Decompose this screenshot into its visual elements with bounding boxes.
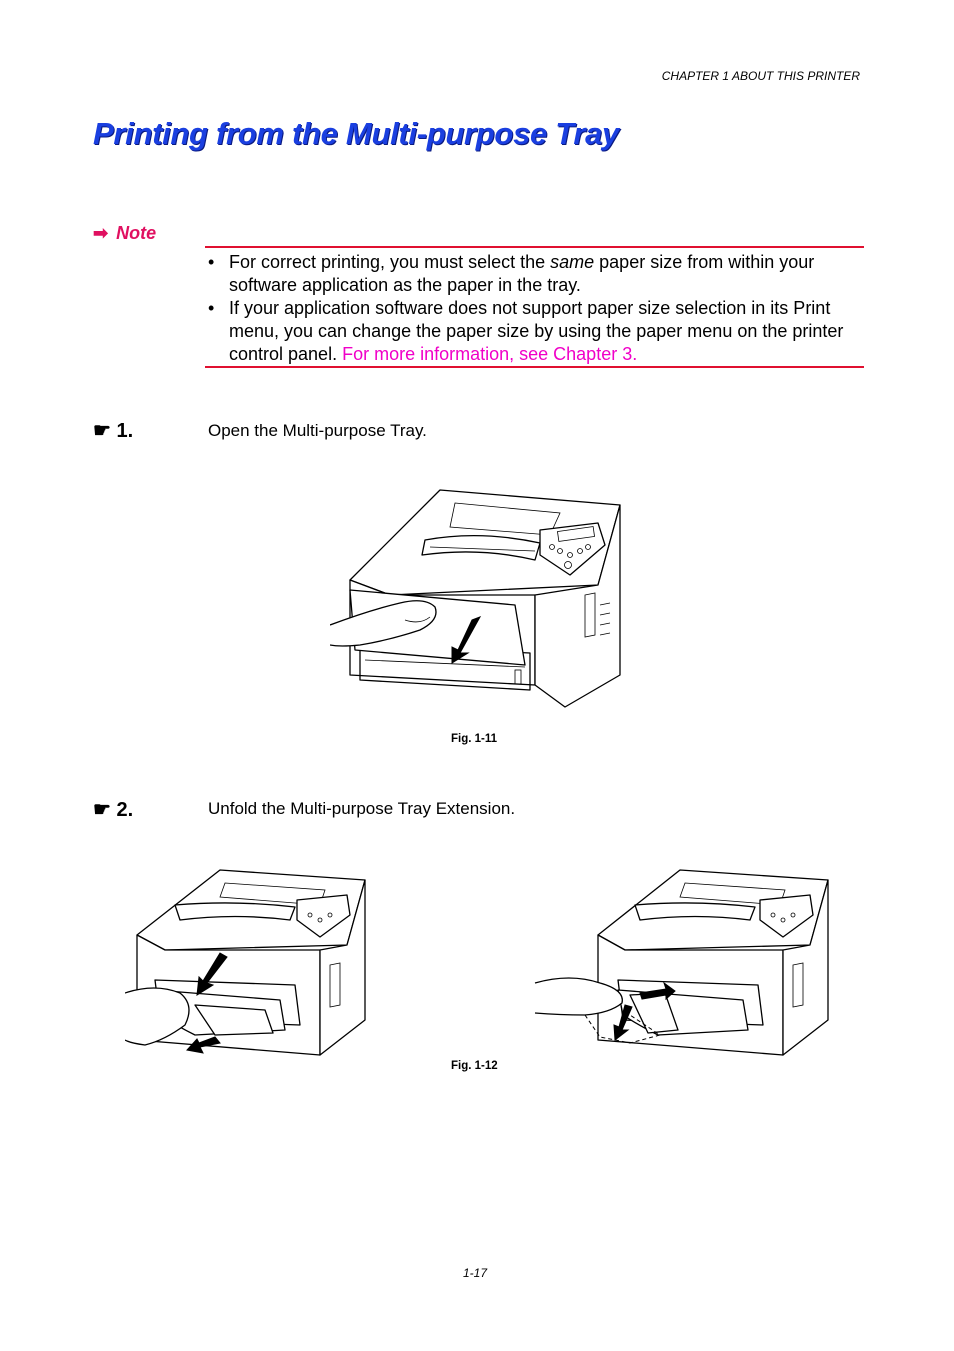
printer-illustration-left: [125, 865, 375, 1060]
note-bottom-rule: [205, 366, 864, 368]
chapter-header: CHAPTER 1 ABOUT THIS PRINTER: [661, 69, 860, 83]
note-label: Note: [116, 223, 157, 243]
step-1-text: Open the Multi-purpose Tray.: [208, 421, 427, 440]
note-item: • For correct printing, you must select the same paper size from within your software application as the paper in the tray.: [208, 252, 815, 295]
emphasis-same: same: [550, 252, 595, 272]
page-title: Printing from the Multi-purpose Tray: [93, 116, 619, 151]
bullet: •: [208, 252, 215, 272]
note-top-rule: [205, 246, 864, 248]
note-item: • If your application software does not support paper size selection in its Print menu, you can change the paper size by using the paper menu on the printer control panel. For more information, see Chapter 3.: [208, 298, 844, 364]
step-2-marker: ☛ 2.: [93, 799, 134, 821]
note-list: [205, 251, 864, 366]
figure-caption-1: Fig. 1-11: [451, 733, 498, 745]
page-number: 1-17: [462, 1266, 488, 1280]
bullet: •: [208, 298, 215, 318]
step-1-marker: ☛ 1.: [93, 420, 134, 442]
step-2-text: Unfold the Multi-purpose Tray Extension.: [208, 799, 516, 818]
printer-illustration-right: [530, 865, 835, 1060]
chapter-3-link[interactable]: For more information, see Chapter 3.: [342, 344, 638, 364]
note-heading: [93, 223, 156, 244]
printer-illustration: [330, 485, 630, 715]
figure-caption-2: Fig. 1-12: [451, 1060, 498, 1072]
note-arrow-icon: ➡: [93, 223, 109, 243]
